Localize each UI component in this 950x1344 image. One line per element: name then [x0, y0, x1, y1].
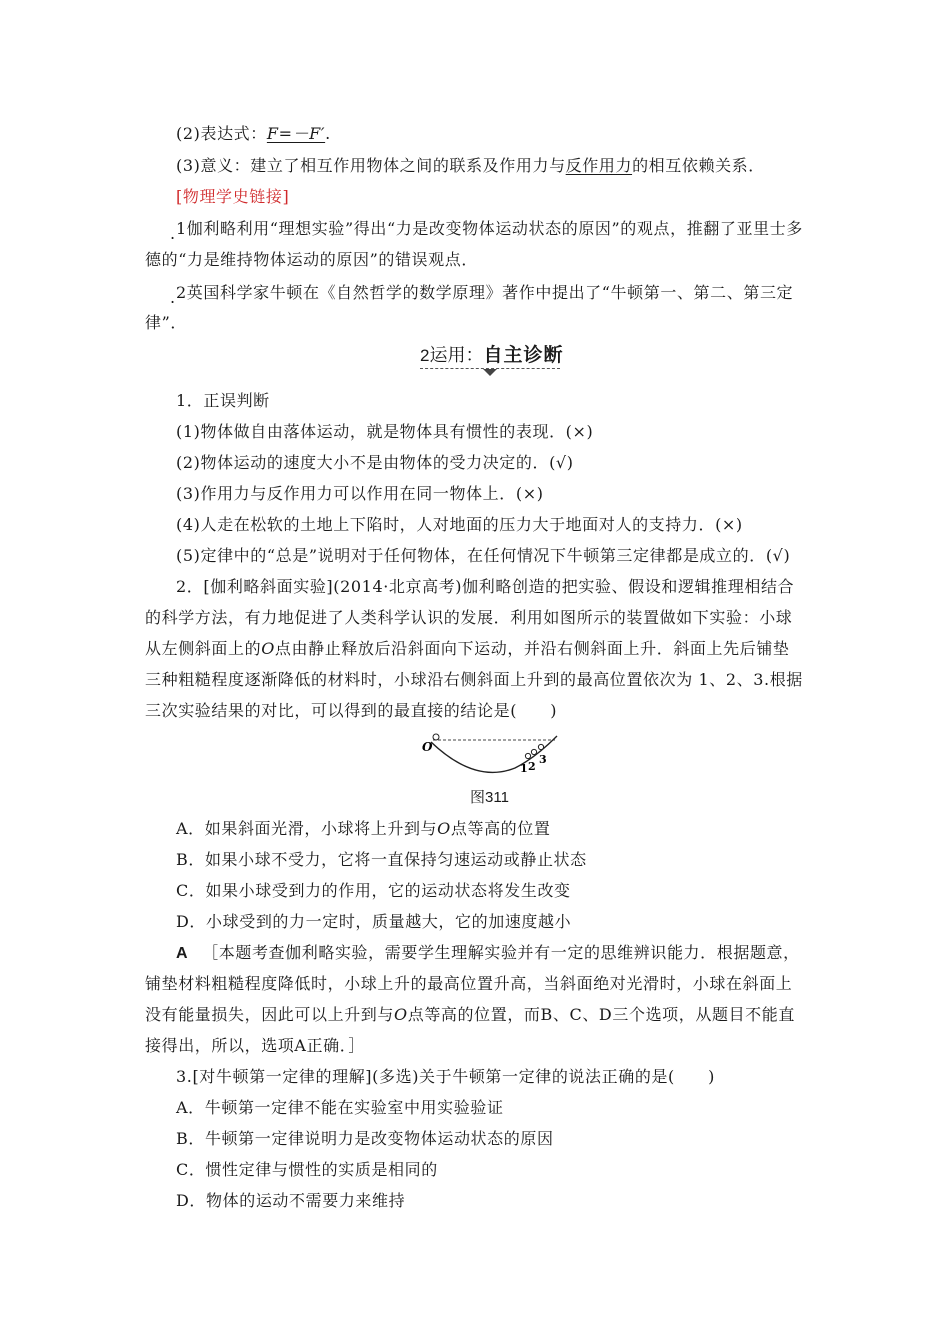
expression-line: [176, 123, 331, 145]
q3-option-a: A．牛顿第一定律不能在实验室中用实验验证: [176, 1098, 504, 1117]
ball-2: [531, 749, 536, 754]
answer-letter: A: [176, 945, 189, 962]
incline-diagram: [415, 728, 565, 780]
q2-option-b: B．如果小球不受力，它将一直保持匀速运动或静止状态: [176, 850, 587, 869]
q2-answer-line-4: 接得出，所以，选项A正确．］: [145, 1036, 365, 1055]
expression-formula: F=－F′: [266, 124, 326, 143]
q2-line-2: 的科学方法，有力地促进了人类科学认识的发展．利用如图所示的装置做如下实验：小球: [145, 608, 793, 627]
q1-item: (4)人走在松软的土地上下陷时，人对地面的压力大于地面对人的支持力．(×): [176, 515, 743, 534]
section-number: 2: [420, 346, 430, 365]
meaning-line: [176, 155, 765, 177]
section-title: 自主诊断: [483, 344, 564, 366]
expression-end: .: [325, 124, 331, 143]
incline-figure: [415, 728, 565, 784]
q1-item: (3)作用力与反作用力可以作用在同一物体上．(×): [176, 484, 544, 503]
meaning-tail: 的相互依赖关系．: [632, 156, 765, 175]
answer-line-3-tail: 点等高的位置，而B、C、D三个选项，从题目不能直: [407, 1005, 795, 1024]
bullet-dot: .: [170, 224, 176, 243]
q2-option-a-text: A．如果斜面光滑，小球将上升到与: [176, 819, 438, 838]
q1-item: (5)定律中的“总是”说明对于任何物体，在任何情况下牛顿第三定律都是成立的．(√): [176, 546, 791, 565]
q3-option-b: B．牛顿第一定律说明力是改变物体运动状态的原因: [176, 1129, 554, 1148]
q2-answer-line-3: [145, 1004, 795, 1026]
meaning-underlined: 反作用力: [565, 156, 633, 175]
q1-title: 1．正误判断: [176, 391, 270, 410]
ball-o: [433, 734, 439, 740]
q3-line-1: 3.[对牛顿第一定律的理解](多选)关于牛顿第一定律的说法正确的是( ): [176, 1067, 715, 1086]
expression-label: (2)表达式：: [176, 124, 267, 143]
history-2-line-b: 律”．: [145, 313, 187, 332]
q1-item: (1)物体做自由落体运动，就是物体具有惯性的表现．(×): [176, 422, 594, 441]
section-prefix: 运用：: [429, 345, 484, 366]
point-o-label: O: [261, 639, 275, 658]
q1-item: (2)物体运动的速度大小不是由物体的受力决定的．(√): [176, 453, 574, 472]
history-1-line-a: 1伽利略利用“理想实验”得出“力是改变物体运动状态的原因”的观点，推翻了亚里士多: [176, 219, 803, 238]
history-link-label: [物理学史链接]: [176, 187, 290, 206]
figure-label-1: 1: [520, 762, 528, 775]
figure-label-3: 3: [539, 753, 547, 766]
q2-line-5: 三次实验结果的对比，可以得到的最直接的结论是( ): [145, 701, 558, 720]
q2-line-3: [145, 638, 790, 660]
ball-1: [525, 753, 530, 758]
q3-option-d: D．物体的运动不需要力来维持: [176, 1191, 406, 1210]
figure-caption: 图311: [470, 789, 509, 806]
q2-answer-line-1: [176, 942, 800, 965]
section-header: [420, 342, 563, 369]
q2-option-d: D．小球受到的力一定时，质量越大，它的加速度越小: [176, 912, 572, 931]
q2-line-1: 2．[伽利略斜面实验](2014·北京高考)伽利略创造的把实验、假设和逻辑推理相结合: [176, 577, 795, 596]
q2-answer-line-2: 铺垫材料粗糙程度降低时，小球上升的最高位置升高，当斜面绝对光滑时，小球在斜面上: [145, 974, 793, 993]
q2-line-3-tail: 点由静止释放后沿斜面向下运动，并沿右侧斜面上升．斜面上先后铺垫: [274, 639, 790, 658]
q2-line-4: 三种粗糙程度逐渐降低的材料时，小球沿右侧斜面上升到的最高位置依次为 1、2、3.根据: [145, 670, 803, 689]
bullet-dot: .: [170, 288, 176, 307]
ball-3: [538, 744, 543, 749]
answer-line-3-text: 没有能量损失，因此可以上升到与: [145, 1005, 395, 1024]
q3-option-c: C．惯性定律与惯性的实质是相同的: [176, 1160, 438, 1179]
meaning-text: (3)意义：建立了相互作用物体之间的联系及作用力与: [176, 156, 566, 175]
point-o-label: O: [437, 819, 451, 838]
q2-option-a-tail: 点等高的位置: [450, 819, 551, 838]
answer-text: ［本题考查伽利略实验，需要学生理解实验并有一定的思维辨识能力．根据题意，: [202, 943, 800, 962]
figure-label-2: 2: [528, 760, 536, 773]
q2-line-3-text: 从左侧斜面上的: [145, 639, 262, 658]
history-1-line-b: 德的“力是维持物体运动的原因”的错误观点．: [145, 250, 478, 269]
figure-label-o: O: [422, 740, 433, 754]
q2-option-c: C．如果小球受到力的作用，它的运动状态将发生改变: [176, 881, 571, 900]
point-o-label: O: [394, 1005, 408, 1024]
history-2-line-a: 2英国科学家牛顿在《自然哲学的数学原理》著作中提出了“牛顿第一、第二、第三定: [176, 283, 794, 302]
down-arrow-icon: [483, 369, 497, 376]
q2-option-a: [176, 818, 550, 840]
